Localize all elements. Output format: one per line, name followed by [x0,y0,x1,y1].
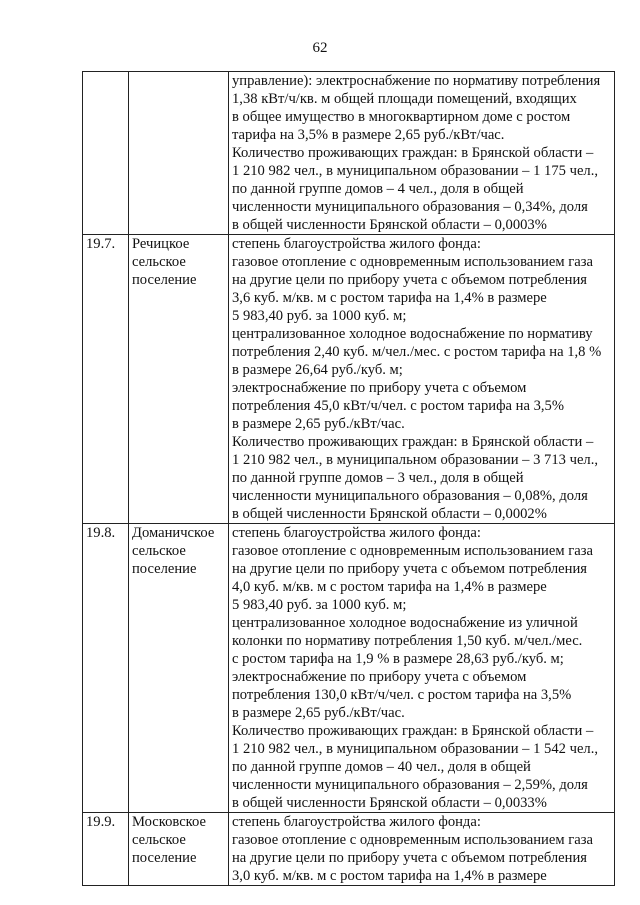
table-row [83,813,615,886]
settlement-name-line: сельское [132,254,186,270]
description-line: в общей численности Брянской области – 0,0033% [232,795,547,811]
table-row [83,72,615,235]
description-line: электроснабжение по прибору учета с объемом [232,669,527,685]
settlement-name-cell [129,524,229,813]
settlement-name-line: Доманичское [132,525,215,541]
description-line: на другие цели по прибору учета с объемом потребления [232,272,587,288]
description-line: газовое отопление с одновременным использованием газа [232,543,593,559]
settlement-name-line: поселение [132,850,197,866]
row-number: 19.8. [83,524,129,813]
row-number [83,72,129,235]
description-line: по данной группе домов – 40 чел., доля в общей [232,759,531,775]
description-line: в общее имущество в многоквартирном доме с ростом [232,109,571,125]
description-cell [229,524,615,813]
description-line: на другие цели по прибору учета с объемом потребления [232,850,587,866]
settlement-name-line: поселение [132,561,197,577]
row-number: 19.9. [83,813,129,886]
description-line: степень благоустройства жилого фонда: [232,236,481,252]
page-number: 62 [312,40,328,56]
settlement-name-cell [129,72,229,235]
settlement-name-line: сельское [132,543,186,559]
description-line: Количество проживающих граждан: в Брянской области – [232,145,594,161]
description-line: газовое отопление с одновременным использованием газа [232,254,593,270]
description-line: по данной группе домов – 3 чел., доля в общей [232,470,524,486]
description-line: в размере 2,65 руб./кВт/час. [232,416,405,432]
description-line: степень благоустройства жилого фонда: [232,814,481,830]
settlement-name-line: Речицкое [132,236,190,252]
description-line: численности муниципального образования – 0,34%, доля [232,199,588,215]
description-line: в общей численности Брянской области – 0,0003% [232,217,547,233]
description-line: Количество проживающих граждан: в Брянской области – [232,723,594,739]
description-line: по данной группе домов – 4 чел., доля в общей [232,181,524,197]
description-line: в размере 26,64 руб./куб. м; [232,362,403,378]
settlement-name-cell [129,813,229,886]
description-line: 1 210 982 чел., в муниципальном образовании – 1 175 чел., [232,163,598,179]
description-line: численности муниципального образования – 0,08%, доля [232,488,588,504]
description-line: 1,38 кВт/ч/кв. м общей площади помещений, входящих [232,91,577,107]
description-line: потребления 2,40 куб. м/чел./мес. с ростом тарифа на 1,8 % [232,344,602,360]
description-line: 1 210 982 чел., в муниципальном образовании – 3 713 чел., [232,452,598,468]
description-line: на другие цели по прибору учета с объемом потребления [232,561,587,577]
description-line: 3,0 куб. м/кв. м с ростом тарифа на 1,4% в размере [232,868,547,884]
description-cell [229,235,615,524]
description-line: управление): электроснабжение по нормативу потребления [232,73,601,89]
row-number: 19.7. [83,235,129,524]
settlement-name-line: сельское [132,832,186,848]
settlement-name-cell [129,235,229,524]
description-line: 5 983,40 руб. за 1000 куб. м; [232,308,407,324]
description-line: 5 983,40 руб. за 1000 куб. м; [232,597,407,613]
description-line: электроснабжение по прибору учета с объемом [232,380,527,396]
description-cell [229,813,615,886]
description-line: численности муниципального образования – 2,59%, доля [232,777,588,793]
settlement-name-line: Московское [132,814,206,830]
description-cell [229,72,615,235]
description-line: газовое отопление с одновременным использованием газа [232,832,593,848]
description-line: 3,6 куб. м/кв. м с ростом тарифа на 1,4% в размере [232,290,547,306]
description-line: тарифа на 3,5% в размере 2,65 руб./кВт/час. [232,127,505,143]
description-line: в размере 2,65 руб./кВт/час. [232,705,405,721]
table-row [83,235,615,524]
description-line: 4,0 куб. м/кв. м с ростом тарифа на 1,4% в размере [232,579,547,595]
description-line: 1 210 982 чел., в муниципальном образовании – 1 542 чел., [232,741,598,757]
description-line: с ростом тарифа на 1,9 % в размере 28,63 руб./куб. м; [232,651,564,667]
description-line: централизованное холодное водоснабжение из уличной [232,615,578,631]
description-line: степень благоустройства жилого фонда: [232,525,481,541]
tariff-table [82,71,615,886]
settlement-name-line: поселение [132,272,197,288]
description-line: колонки по нормативу потребления 1,50 куб. м/чел./мес. [232,633,583,649]
description-line: централизованное холодное водоснабжение по нормативу [232,326,593,342]
description-line: потребления 130,0 кВт/ч/чел. с ростом тарифа на 3,5% [232,687,572,703]
description-line: потребления 45,0 кВт/ч/чел. с ростом тарифа на 3,5% [232,398,564,414]
description-line: Количество проживающих граждан: в Брянской области – [232,434,594,450]
table-row [83,524,615,813]
description-line: в общей численности Брянской области – 0,0002% [232,506,547,522]
